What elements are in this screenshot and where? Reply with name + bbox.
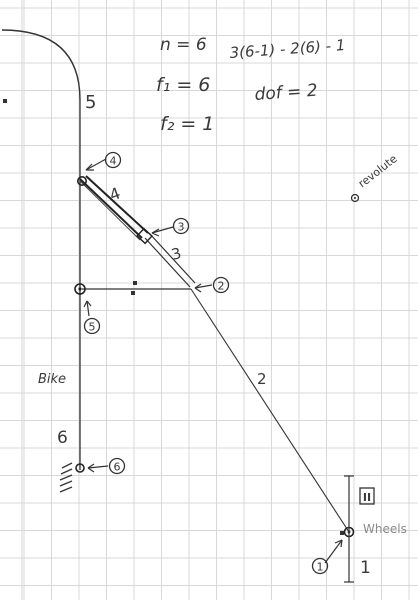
marker-square [340,531,344,535]
eq-dof: dof = 2 [253,80,319,105]
joint-6-label: 6 [113,460,121,474]
joint-5-label: 5 [88,320,96,334]
wheels-box-label: II [362,491,372,504]
link-2-label: 2 [257,370,267,388]
joint-4-label: 4 [109,154,117,168]
link-5-arc [2,30,80,100]
link-5-label: 5 [85,92,97,113]
marker-square [133,281,137,285]
joint-label-circles [85,153,328,574]
marker-square [131,291,135,295]
link-3-label: 3 [169,244,184,264]
link-2 [191,289,349,532]
bike-label: Bike [38,372,67,387]
joint-3-label: 3 [177,220,185,234]
wheels-label: Wheels [363,522,407,536]
ground-hatch [60,463,72,492]
link-1-label: 1 [360,558,371,578]
link-3 [145,234,195,287]
revolute-label: revolute [355,152,400,191]
joint-1-label: 1 [316,560,324,574]
link-6-label: 6 [57,428,68,448]
eq-f2: f₂ = 1 [160,113,215,135]
marker-square [3,99,7,103]
eq-n: n = 6 [160,35,207,55]
joint-2-label: 2 [217,279,225,293]
link-4-label: 4 [106,183,123,205]
eq-f1: f₁ = 6 [156,74,211,96]
revolute-legend-dot [354,197,356,199]
joint-5-center [78,287,81,290]
eq-formula: 3(6-1) - 2(6) - 1 [229,35,346,62]
